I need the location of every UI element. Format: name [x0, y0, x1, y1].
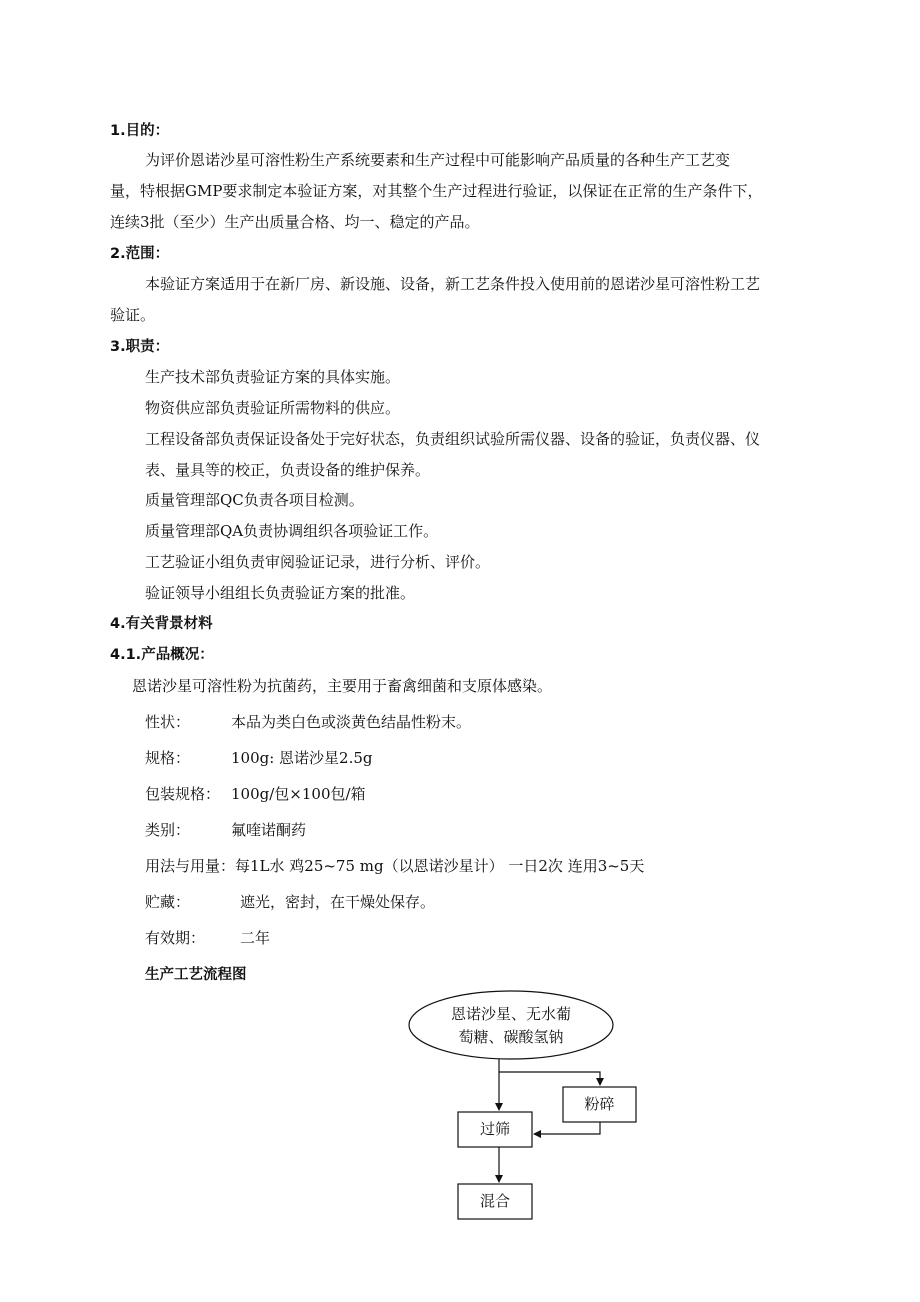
prop-value: 100g/包×100包/箱: [231, 785, 366, 803]
mix-node-label: 混合: [479, 1192, 510, 1210]
duty-item: 物资供应部负责验证所需物料的供应。: [145, 399, 401, 417]
duty-item: 质量管理部QA负责协调组织各项验证工作。: [145, 522, 439, 540]
section-4-heading: 4.有关背景材料: [110, 616, 213, 632]
flow-title: 生产工艺流程图: [145, 967, 247, 983]
section-2-heading: 2.范围：: [110, 246, 170, 262]
prop-value: 本品为类白色或淡黄色结晶性粉末。: [231, 713, 472, 731]
crush-node-label: 粉碎: [584, 1095, 615, 1113]
start-node-line-1: 恩诺沙星、无水葡: [450, 1005, 571, 1023]
section-1-line-1: 为评价恩诺沙星可溶性粉生产系统要素和生产过程中可能影响产品质量的各种生产工艺变: [145, 151, 731, 169]
prop-label: 用法与用量：: [145, 857, 236, 875]
duty-item: 生产技术部负责验证方案的具体实施。: [145, 368, 401, 386]
section-1-line-2: 量，特根据GMP要求制定本验证方案，对其整个生产过程进行验证，以保证在正常的生产条件下，: [110, 182, 763, 200]
line-to-crush: [499, 1072, 600, 1085]
section-2-line-1: 本验证方案适用于在新厂房、新设施、设备，新工艺条件投入使用前的恩诺沙星可溶性粉工艺: [145, 275, 761, 293]
start-ellipse: [409, 991, 613, 1059]
duty-item: 质量管理部QC负责各项目检测。: [145, 491, 364, 509]
duty-item: 验证领导小组组长负责验证方案的批准。: [145, 584, 416, 602]
sieve-node-label: 过筛: [479, 1120, 510, 1138]
prop-label: 性状：: [145, 713, 191, 731]
prop-value: 遮光，密封，在干燥处保存。: [240, 893, 436, 911]
section-3-heading: 3.职责：: [110, 339, 170, 355]
prop-value: 每1L水 鸡25~75 mg（以恩诺沙星计） 一日2次 连用3~5天: [235, 857, 645, 875]
prop-value: 氟喹诺酮药: [231, 821, 307, 839]
duty-item: 工艺验证小组负责审阅验证记录，进行分析、评价。: [145, 553, 491, 571]
duty-item: 工程设备部负责保证设备处于完好状态，负责组织试验所需仪器、设备的验证，负责仪器、仪: [145, 430, 761, 448]
prop-value: 100g: 恩诺沙星2.5g: [231, 749, 373, 767]
section-2-line-2: 验证。: [110, 306, 156, 324]
duty-item-continued: 表、量具等的校正，负责设备的维护保养。: [145, 461, 431, 479]
section-1-heading: 1.目的：: [110, 123, 170, 139]
section-4-1-heading: 4.1.产品概况：: [110, 647, 214, 663]
section-1-line-3: 连续3批（至少）生产出质量合格、均一、稳定的产品。: [110, 213, 480, 231]
prop-label: 包装规格：: [145, 785, 221, 803]
prop-label: 规格：: [145, 749, 191, 767]
product-intro: 恩诺沙星可溶性粉为抗菌药，主要用于畜禽细菌和支原体感染。: [132, 677, 553, 695]
start-node-line-2: 萄糖、碳酸氢钠: [458, 1028, 564, 1046]
prop-label: 贮藏：: [145, 893, 191, 911]
prop-label: 有效期：: [145, 929, 206, 947]
prop-value: 二年: [240, 929, 271, 947]
arrow-crush-to-sieve: [534, 1122, 600, 1134]
prop-label: 类别：: [145, 821, 191, 839]
